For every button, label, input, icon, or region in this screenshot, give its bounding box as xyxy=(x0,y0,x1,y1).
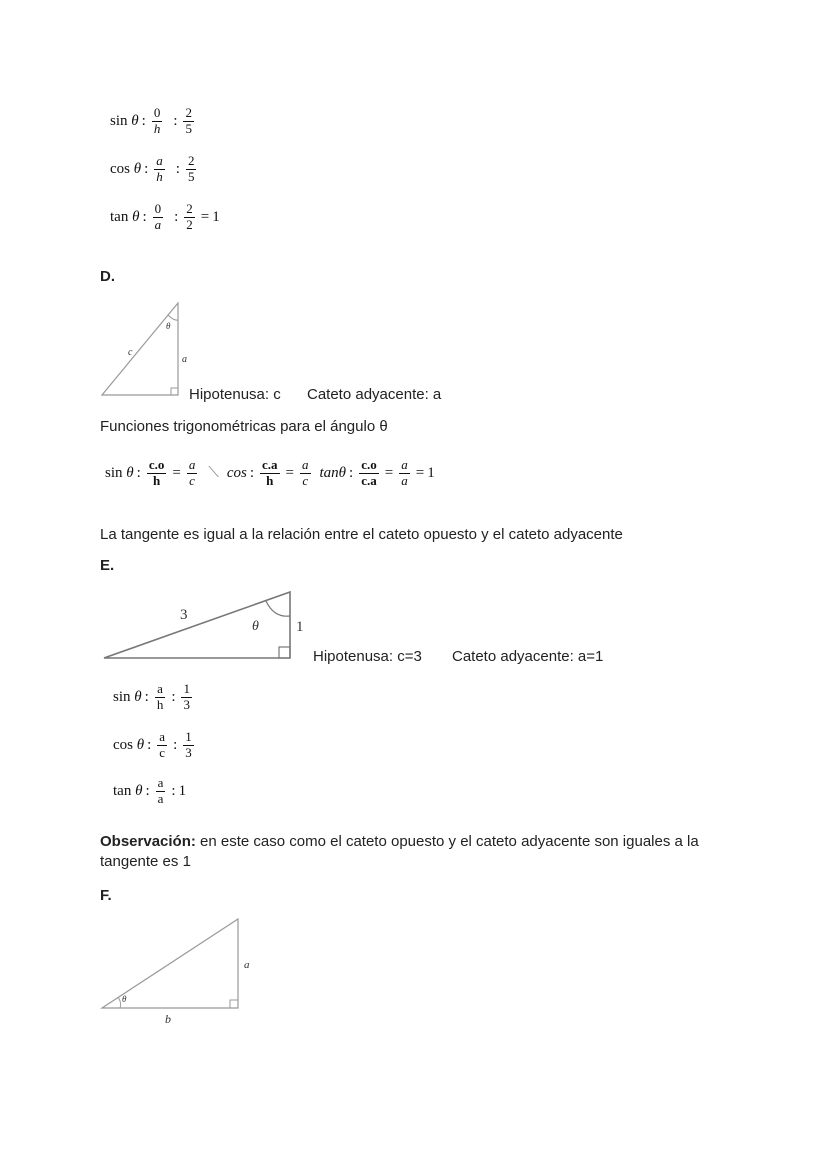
label-b: b xyxy=(165,1012,171,1026)
fn-name: sin xyxy=(110,112,128,129)
numerator: 1 xyxy=(183,681,190,696)
triangle-e-shape xyxy=(104,592,290,658)
trig-formulas-d xyxy=(105,458,435,489)
right-angle-mark xyxy=(230,1000,238,1008)
fn-name: sin xyxy=(113,688,131,705)
numerator: a xyxy=(157,681,163,696)
fraction xyxy=(157,730,167,761)
theta-symbol: θ xyxy=(131,112,139,129)
fraction xyxy=(156,776,166,807)
denominator: h xyxy=(152,472,161,488)
numerator: a xyxy=(188,457,196,472)
theta-symbol: θ xyxy=(133,160,142,177)
denominator: c xyxy=(159,744,166,760)
angle-arc xyxy=(266,601,290,616)
denominator: a xyxy=(157,790,164,806)
fraction xyxy=(147,458,167,489)
denominator: c xyxy=(189,472,195,488)
numerator: c.o xyxy=(361,457,377,472)
right-angle-mark xyxy=(171,388,178,395)
colon: : xyxy=(249,464,254,481)
numerator: 1 xyxy=(185,729,192,744)
colon: : xyxy=(141,112,146,129)
result: 1 xyxy=(212,208,220,225)
observacion-label: Observación: xyxy=(100,833,196,850)
label-theta: θ xyxy=(122,994,127,1004)
numerator: 0 xyxy=(153,105,161,120)
numerator: 2 xyxy=(186,201,193,216)
equals-sign: = xyxy=(172,464,181,481)
section-d-heading: D. xyxy=(100,268,115,285)
fraction xyxy=(399,458,410,489)
observacion-text: en este caso como el cateto opuesto y el cateto adyacente son iguales a la tangente es 1 xyxy=(100,833,699,870)
denominator: h xyxy=(156,168,163,184)
cos-formula-c xyxy=(110,154,199,185)
fn-name: cos xyxy=(226,464,247,481)
right-angle-mark xyxy=(279,647,290,658)
colon: : xyxy=(136,464,141,481)
label-3: 3 xyxy=(180,607,188,623)
colon: : xyxy=(142,208,147,225)
theta-symbol: θ xyxy=(132,208,140,225)
section-e-heading: E. xyxy=(100,557,115,574)
fraction xyxy=(184,202,195,233)
denominator: c xyxy=(302,472,309,488)
denominator: a xyxy=(154,216,162,232)
theta-symbol: θ xyxy=(134,688,142,705)
numerator: a xyxy=(401,457,408,472)
sin-formula-c xyxy=(110,106,197,137)
denominator: 5 xyxy=(187,168,195,184)
numerator: a xyxy=(159,729,166,744)
section-f-heading: F. xyxy=(100,887,112,904)
colon: : xyxy=(144,688,149,705)
numerator: c.a xyxy=(262,457,278,472)
fn-name: sin xyxy=(105,464,123,481)
angle-arc xyxy=(168,315,178,320)
denominator: 3 xyxy=(185,744,192,760)
cateto-e: Cateto adyacente: a=1 xyxy=(452,648,604,665)
tan-formula-c xyxy=(110,202,220,233)
fraction xyxy=(260,458,280,489)
colon: : xyxy=(171,782,176,799)
fraction xyxy=(359,458,379,489)
denominator: 3 xyxy=(183,696,190,712)
tan-formula-e xyxy=(113,776,186,807)
fraction xyxy=(181,682,192,713)
triangle-e-diagram xyxy=(100,588,312,664)
denominator: h xyxy=(156,696,164,712)
result: 1 xyxy=(178,782,187,799)
denominator: 2 xyxy=(186,216,193,232)
fn-name: cos xyxy=(113,736,133,753)
colon: : xyxy=(175,160,180,177)
theta-symbol: θ xyxy=(135,782,143,799)
equals-sign: = xyxy=(415,464,425,481)
separator-mark: ⟍ xyxy=(208,465,219,482)
triangle-d-diagram xyxy=(98,300,198,400)
equals-sign: = xyxy=(285,464,294,481)
denominator: 5 xyxy=(185,120,192,136)
colon: : xyxy=(171,688,176,705)
fraction xyxy=(152,106,163,137)
fraction xyxy=(154,154,165,185)
colon: : xyxy=(173,736,178,753)
theta-symbol: θ xyxy=(126,464,134,481)
hipotenusa-e: Hipotenusa: c=3 xyxy=(313,648,422,665)
fraction xyxy=(183,106,194,137)
label-theta: θ xyxy=(252,619,259,634)
funciones-text: Funciones trigonométricas para el ángulo θ xyxy=(100,418,388,435)
theta-symbol: θ xyxy=(136,736,145,753)
equals-sign: = xyxy=(384,464,394,481)
sin-formula-e xyxy=(113,682,195,713)
colon: : xyxy=(144,160,149,177)
denominator: c.a xyxy=(361,472,377,488)
fraction xyxy=(300,458,311,489)
denominator: h xyxy=(266,472,274,488)
fn-name: tan xyxy=(113,782,132,799)
triangle-d-shape xyxy=(102,303,178,395)
numerator: 2 xyxy=(185,105,192,120)
fn-name: tanθ xyxy=(319,464,347,481)
colon: : xyxy=(145,782,150,799)
tangente-text: La tangente es igual a la relación entre el cateto opuesto y el cateto adyacente xyxy=(100,526,623,543)
numerator: a xyxy=(157,775,164,790)
colon: : xyxy=(349,464,354,481)
numerator: a xyxy=(156,153,163,168)
angle-arc xyxy=(118,997,121,1008)
denominator: h xyxy=(153,120,161,136)
label-theta: θ xyxy=(166,321,171,331)
denominator: a xyxy=(401,472,408,488)
fraction xyxy=(187,458,198,489)
label-a: a xyxy=(182,354,187,365)
triangle-f-diagram xyxy=(98,915,258,1030)
colon: : xyxy=(174,208,179,225)
cos-formula-e xyxy=(113,730,197,761)
equals-sign: = xyxy=(200,208,210,225)
fraction xyxy=(155,682,166,713)
fraction xyxy=(183,730,194,761)
colon: : xyxy=(147,736,152,753)
numerator: a xyxy=(302,457,309,472)
fn-name: tan xyxy=(110,208,129,225)
cateto-d: Cateto adyacente: a xyxy=(307,386,442,403)
numerator: 0 xyxy=(154,201,162,216)
fraction xyxy=(153,202,164,233)
colon: : xyxy=(173,112,178,129)
label-c: c xyxy=(128,347,133,358)
hipotenusa-d: Hipotenusa: c xyxy=(189,386,281,403)
numerator: 2 xyxy=(187,153,195,168)
label-a: a xyxy=(244,959,250,971)
observacion-paragraph xyxy=(100,832,740,872)
numerator: c.o xyxy=(148,457,165,472)
fn-name: cos xyxy=(110,160,130,177)
result: 1 xyxy=(427,464,435,481)
fraction xyxy=(186,154,197,185)
label-1: 1 xyxy=(296,619,304,635)
